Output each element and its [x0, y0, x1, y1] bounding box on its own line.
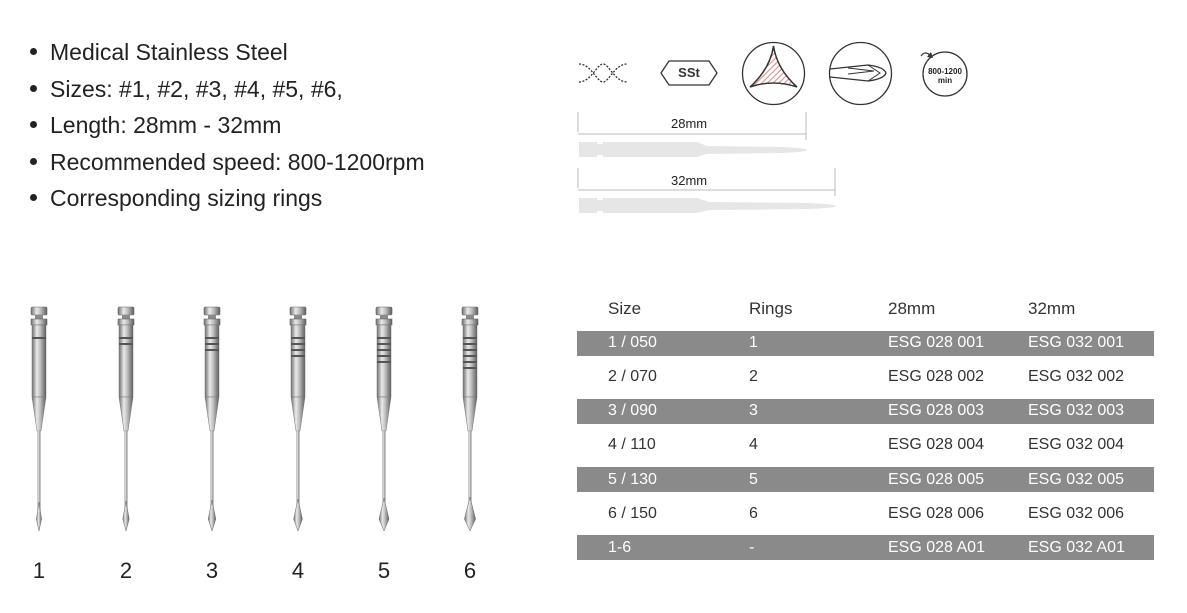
table-row — [577, 497, 1154, 531]
table-row — [577, 360, 1154, 394]
instrument-number: 4 — [291, 558, 305, 583]
code-32-cell: ESG 032 A01 — [1028, 538, 1125, 556]
sizing-ring — [377, 343, 391, 345]
length-32-dimension-line — [577, 166, 847, 218]
size-cell: 1-6 — [608, 538, 632, 556]
table-row — [577, 467, 1154, 492]
gates-glidden-drill-1 — [19, 305, 59, 535]
feature-text: Recommended speed: 800-1200rpm — [50, 148, 425, 175]
size-cell: 6 / 150 — [608, 504, 657, 522]
feature-list — [30, 34, 425, 217]
size-cell: 4 / 110 — [608, 436, 656, 454]
material-label: SSt — [678, 65, 700, 80]
length-32-label: 32mm — [671, 173, 708, 188]
gates-glidden-drill-5 — [364, 305, 404, 535]
instrument-number: 5 — [377, 558, 391, 583]
bullet-icon — [30, 158, 37, 165]
size-cell: 3 / 090 — [608, 402, 657, 420]
sizing-ring — [205, 349, 219, 351]
code-28-cell: ESG 028 A01 — [888, 538, 985, 556]
speed-icon — [919, 48, 971, 100]
rings-cell: - — [749, 538, 755, 556]
feature-text: Length: 28mm - 32mm — [50, 112, 282, 138]
bullet-icon — [30, 121, 37, 128]
feature-text: Medical Stainless Steel — [50, 39, 288, 65]
rings-cell: 3 — [749, 402, 758, 420]
code-28-cell: ESG 028 005 — [888, 470, 985, 488]
sizing-ring — [377, 337, 391, 339]
length-28-label: 28mm — [671, 116, 708, 131]
speed-label-bottom: min — [937, 76, 953, 85]
sizing-ring — [119, 343, 133, 345]
sizing-ring — [205, 343, 219, 345]
table-header-row — [577, 292, 1154, 326]
feature-text: Corresponding sizing rings — [50, 185, 323, 211]
table-row — [577, 331, 1154, 356]
code-28-cell: ESG 028 004 — [888, 436, 985, 454]
instrument-number: 3 — [205, 558, 219, 583]
sizing-ring — [205, 337, 219, 339]
code-32-cell: ESG 032 004 — [1028, 436, 1125, 454]
cross-section-icon — [741, 41, 806, 106]
sizing-ring — [119, 337, 133, 339]
code-32-cell: ESG 032 002 — [1028, 368, 1125, 386]
feature-item — [30, 144, 425, 181]
sizing-ring — [377, 349, 391, 351]
header-28mm: 28mm — [888, 299, 936, 318]
feature-item — [30, 180, 425, 217]
feature-item — [30, 107, 425, 144]
code-28-cell: ESG 028 002 — [888, 368, 985, 386]
rings-cell: 5 — [749, 470, 758, 488]
bullet-icon — [30, 48, 37, 55]
size-cell: 5 / 130 — [608, 470, 657, 488]
sizing-ring — [463, 337, 477, 339]
header-size: Size — [608, 299, 642, 318]
speed-label-top: 800-1200 — [928, 67, 962, 76]
length-diagrams — [577, 110, 847, 220]
tip-icon — [828, 41, 893, 106]
code-32-cell: ESG 032 001 — [1028, 334, 1125, 351]
code-28-cell: ESG 028 006 — [888, 504, 985, 522]
code-32-cell: ESG 032 006 — [1028, 504, 1125, 522]
table-row — [577, 535, 1154, 560]
feature-item — [30, 34, 425, 71]
gates-glidden-drill-2 — [106, 305, 146, 535]
rings-cell: 4 — [749, 436, 758, 454]
code-28-cell: ESG 028 003 — [888, 402, 985, 420]
rings-cell: 1 — [749, 334, 758, 351]
feature-item — [30, 71, 425, 108]
instrument-number: 6 — [463, 558, 477, 583]
sizing-ring — [291, 349, 305, 351]
feature-text: Sizes: #1, #2, #3, #4, #5, #6, — [50, 75, 343, 102]
sizing-ring — [291, 337, 305, 339]
sizing-ring — [463, 367, 477, 369]
table-row — [577, 428, 1154, 462]
sizing-ring — [291, 355, 305, 357]
rings-cell: 6 — [749, 504, 758, 522]
size-cell: 2 / 070 — [608, 368, 657, 386]
flexible-wave-icon — [577, 58, 629, 88]
table-row — [577, 399, 1154, 424]
bullet-icon — [30, 194, 37, 201]
gates-glidden-drill-3 — [192, 305, 232, 535]
code-32-cell: ESG 032 003 — [1028, 402, 1125, 420]
material-badge-icon — [659, 60, 719, 86]
gates-glidden-drill-4 — [278, 305, 318, 535]
sizing-ring — [291, 343, 305, 345]
rings-cell: 2 — [749, 368, 758, 386]
instrument-number: 1 — [32, 558, 46, 583]
gates-glidden-drill-6 — [450, 305, 490, 535]
sizing-ring — [377, 361, 391, 363]
sizing-ring — [463, 361, 477, 363]
sizing-ring — [377, 355, 391, 357]
instrument-number: 2 — [119, 558, 133, 583]
sizing-ring — [463, 349, 477, 351]
header-32mm: 32mm — [1028, 299, 1076, 318]
sizing-ring — [463, 355, 477, 357]
product-table — [577, 292, 1154, 565]
header-rings: Rings — [749, 299, 793, 318]
bullet-icon — [30, 85, 37, 92]
code-28-cell: ESG 028 001 — [888, 334, 985, 351]
size-cell: 1 / 050 — [608, 334, 657, 351]
sizing-ring — [32, 337, 46, 339]
sizing-ring — [463, 343, 477, 345]
code-32-cell: ESG 032 005 — [1028, 470, 1125, 488]
